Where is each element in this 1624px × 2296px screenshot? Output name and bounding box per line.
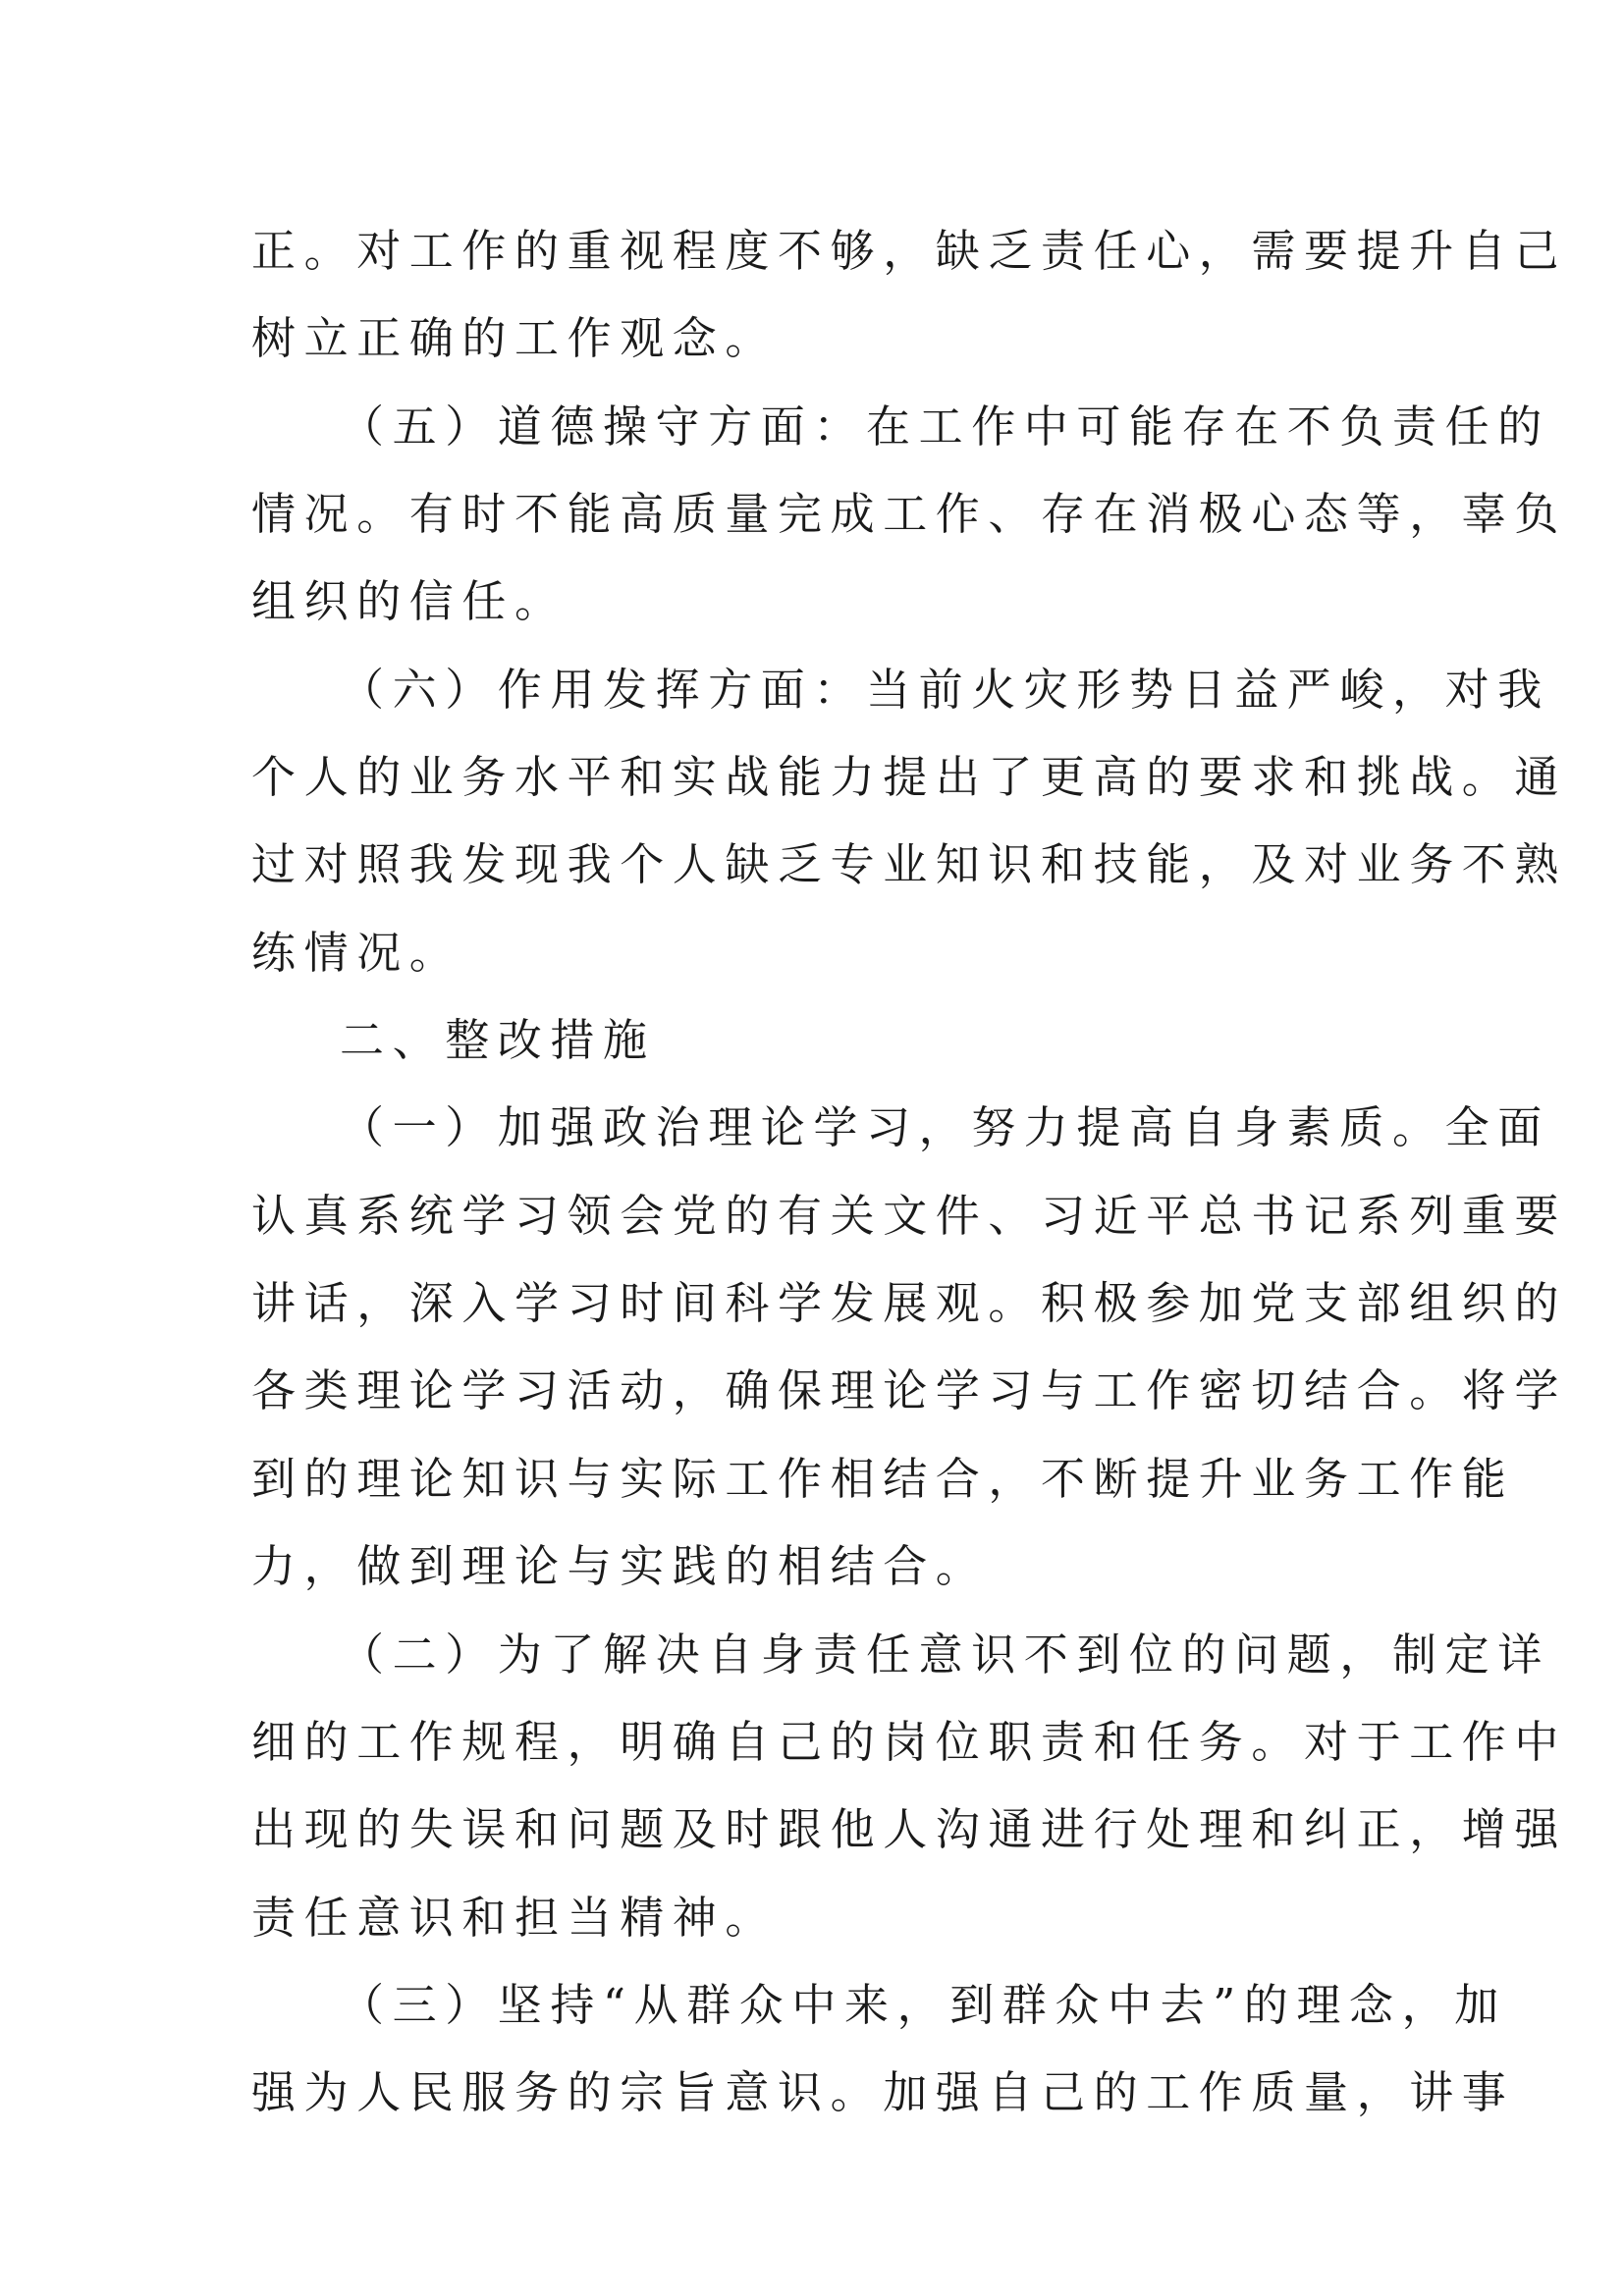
text-line: 过对照我发现我个人缺乏专业知识和技能，及对业务不熟 [251,838,1568,890]
paragraph-start-line: （一）加强政治理论学习，努力提高自身素质。全面 [340,1101,1550,1153]
text-line: 组织的信任。 [251,575,568,627]
section-heading: 二、整改措施 [340,1014,656,1066]
paragraph-start-line: （二）为了解决自身责任意识不到位的问题，制定详 [340,1629,1550,1681]
text-line: 认真系统学习领会党的有关文件、习近平总书记系列重要 [251,1190,1568,1242]
text-line: 正。对工作的重视程度不够，缺乏责任心，需要提升自己 [251,225,1568,277]
paragraph-start-line: （三）坚持“从群众中来，到群众中去”的理念，加 [340,1979,1507,2031]
text-line: 各类理论学习活动，确保理论学习与工作密切结合。将学 [251,1364,1568,1416]
text-line: 细的工作规程，明确自己的岗位职责和任务。对于工作中 [251,1716,1568,1768]
text-line: 强为人民服务的宗旨意识。加强自己的工作质量，讲事 [251,2066,1515,2118]
text-line: 个人的业务水平和实战能力提出了更高的要求和挑战。通 [251,751,1568,803]
text-line: 力，做到理论与实践的相结合。 [251,1540,989,1592]
text-line: 树立正确的工作观念。 [251,312,779,364]
text-line: 出现的失误和问题及时跟他人沟通进行处理和纠正，增强 [251,1803,1568,1855]
text-line: 讲话，深入学习时间科学发展观。积极参加党支部组织的 [251,1277,1568,1329]
paragraph-start-line: （六）作用发挥方面：当前火灾形势日益严峻，对我 [340,664,1550,716]
text-line: 到的理论知识与实际工作相结合，不断提升业务工作能 [251,1453,1515,1505]
paragraph-start-line: （五）道德操守方面：在工作中可能存在不负责任的 [340,400,1550,453]
text-line: 责任意识和担当精神。 [251,1892,779,1944]
text-line: 情况。有时不能高质量完成工作、存在消极心态等，辜负 [251,488,1568,540]
text-line: 练情况。 [251,927,462,979]
